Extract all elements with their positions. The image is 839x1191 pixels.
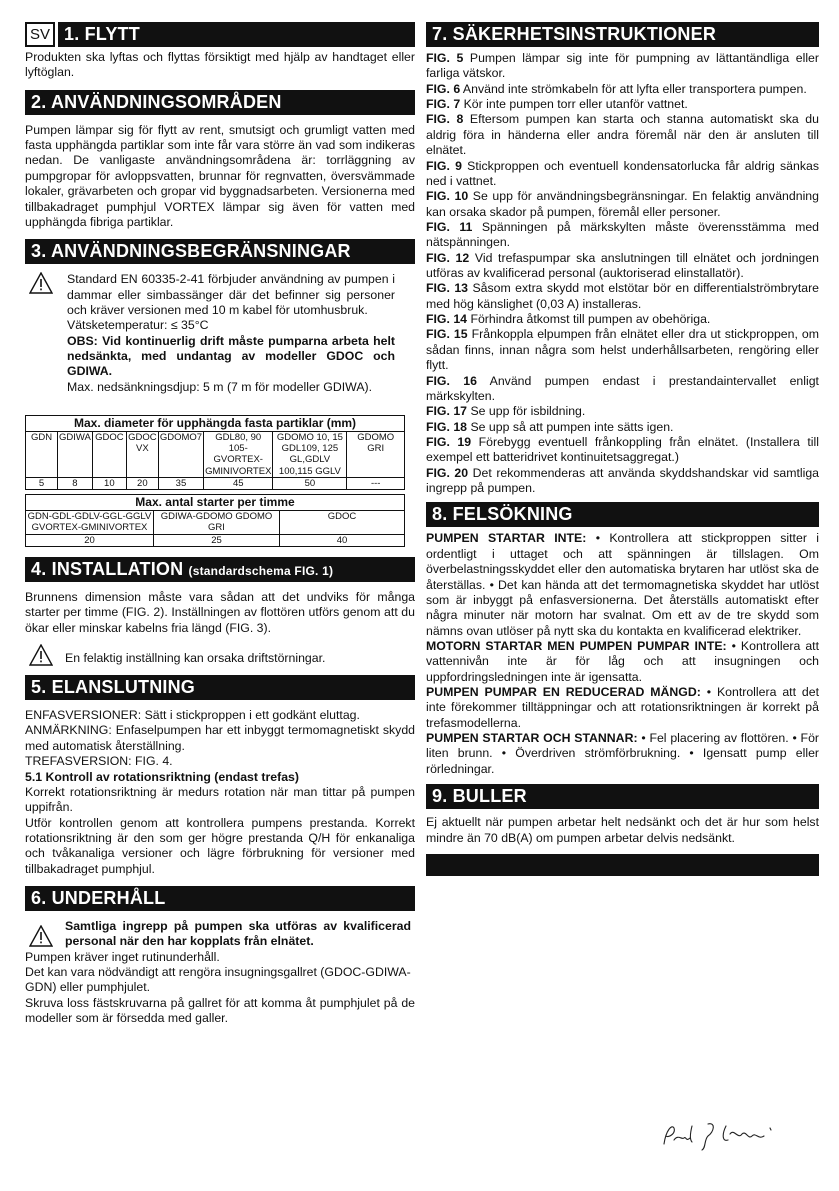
safety-list xyxy=(426,51,819,496)
table-row xyxy=(26,431,405,478)
section-5-line-2: ANMÄRKNING: Enfaselpumpen har ett inbyggt termomagnetiskt skydd med automatisk återställning. xyxy=(25,723,415,753)
table-row xyxy=(26,510,405,534)
section-2-title: 2. ANVÄNDNINGSOMRÅDEN xyxy=(25,90,415,115)
table-cell: 50 xyxy=(273,478,347,490)
section-4-warning-text: En felaktig inställning kan orsaka driftstörningar. xyxy=(65,650,326,665)
particle-diameter-table xyxy=(25,415,405,490)
table-header-cell: GDOC xyxy=(280,510,405,534)
section-3-title: 3. ANVÄNDNINGSBEGRÄNSNINGAR xyxy=(25,239,415,264)
language-badge: SV xyxy=(25,22,55,47)
section-5-line-1: ENFASVERSIONER: Sätt i stickproppen i ett godkänt eluttag. xyxy=(25,708,360,723)
list-item: MOTORN STARTAR MEN PUMPEN PUMPAR INTE: • Kontrollera att vattennivån inte är för låg och att insugningen och uppfordringsledningen inte är igensatta. xyxy=(426,638,820,684)
list-item: FIG. 5 Pumpen lämpar sig inte för pumpning av lättantändliga eller farliga vätskor. xyxy=(426,51,819,81)
section-3-obs: OBS: Vid kontinuerlig drift måste pumparna arbeta helt nedsänkta, med undantag av modeller GDOC och GDIWA. xyxy=(67,333,395,379)
section-6-line-3: Skruva loss fästskruvarna på gallret för att komma åt pumphjulet på de modeller som är försedda med galler. xyxy=(25,995,415,1026)
list-item: FIG. 8 Eftersom pumpen kan starta och stanna automatiskt ska du aldrig föra in händerna eller andra föremål när den är ansluten till elnätet. xyxy=(426,112,819,158)
table-cell: 10 xyxy=(92,478,126,490)
list-item: FIG. 7 Kör inte pumpen torr eller utanför vattnet. xyxy=(426,97,688,112)
section-5-title: 5. ELANSLUTNING xyxy=(25,675,415,700)
section-4-title xyxy=(25,557,415,582)
section-7-title: 7. SÄKERHETSINSTRUKTIONER xyxy=(426,22,819,47)
list-item: FIG. 13 Såsom extra skydd mot elstötar bör en differentialströmbrytare med hög känslighet (0,03 A) installeras. xyxy=(426,281,820,311)
table-header-cell: GDOMO7 xyxy=(158,431,203,478)
section-3-temperature: Vätsketemperatur: ≤ 35°C xyxy=(67,318,209,333)
table-cell: 8 xyxy=(58,478,93,490)
particle-table-title: Max. diameter för upphängda fasta partiklar (mm) xyxy=(26,416,405,431)
section-3-warning-text: Standard EN 60335-2-41 förbjuder användning av pumpen i dammar eller simbassänger där det befinner sig personer och kräver versionen med 10 m kabel för utomhusbruk. xyxy=(67,272,395,317)
list-item: FIG. 18 Se upp så att pumpen inte sätts igen. xyxy=(426,419,674,434)
table-cell: 40 xyxy=(280,534,405,546)
table-header-cell: GDL80, 90 105- GVORTEX- GMINIVORTEX xyxy=(205,431,272,477)
section-1-text: Produkten ska lyftas och flyttas försiktigt med hjälp av handtaget eller lyftöglan. xyxy=(25,50,415,80)
table-cell: 20 xyxy=(126,478,158,490)
table-cell: --- xyxy=(347,478,405,490)
section-9-text: Ej aktuellt när pumpen arbetar helt nedsänkt och det är hur som helst mindre än 70 dB(A) om pumpen arbetar delvis nedsänkt. xyxy=(426,815,819,845)
section-6-title: 6. UNDERHÅLL xyxy=(25,886,415,911)
table-row xyxy=(26,534,405,546)
section-5-subheading: 5.1 Kontroll av rotationsriktning (endast trefas) xyxy=(25,769,299,784)
table-cell: 35 xyxy=(158,478,203,490)
left-column xyxy=(25,22,415,1027)
section-5-line-4: Korrekt rotationsriktning är medurs rotation när man tittar på pumpen uppifrån. xyxy=(25,784,415,815)
table-cell: 25 xyxy=(154,534,280,546)
section-4-title-text: 4. INSTALLATION xyxy=(31,559,184,580)
list-item: PUMPEN STARTAR INTE: • Kontrollera att stickproppen sitter i ordentligt i uttaget och att spänningen är tillslagen. Om överbelastningsskyddet eller den automatiska brytaren har utlöst ska de återställas. • Det kan hända att det termomagnetiska skyddet har utlöst som är inbyggt på enfasversionerna. Det återställs automatiskt efter några minuter när motorn har svalnat. Om ett av de tre skydd som nämns ovan utlöser på nytt ska du kontakta en kvalificerad elektriker. xyxy=(426,531,819,638)
table-cell: 45 xyxy=(204,478,273,490)
section-1-title: 1. FLYTT xyxy=(58,22,415,47)
list-item: FIG. 6 Använd inte strömkabeln för att lyfta eller transportera pumpen. xyxy=(426,81,807,96)
table-header-cell: GDOC VX xyxy=(126,431,158,478)
list-item: FIG. 14 Förhindra åtkomst till pumpen av obehöriga. xyxy=(426,312,711,327)
section-4-warning xyxy=(25,644,415,666)
warning-icon xyxy=(29,925,53,947)
right-column xyxy=(426,22,819,876)
list-item: FIG. 10 Se upp för användningsbegränsningar. En felaktig användning kan orsaka skador på pumpen, föremål eller personer. xyxy=(426,189,819,219)
list-item: FIG. 16 Använd pumpen endast i prestandaintervallet enligt märkskylten. xyxy=(426,373,819,403)
table-header-cell: GDOMO 10, 15 GDL109, 125 GL,GDLV 100,115 GGLV xyxy=(273,431,347,478)
section-8-title: 8. FELSÖKNING xyxy=(426,502,819,527)
list-item: PUMPEN PUMPAR EN REDUCERAD MÄNGD: • Kontrollera att det inte förekommer tilltäppningar och att rotationsriktningen är korrekt på trefasmodellerna. xyxy=(426,685,819,730)
section-4-subtitle: (standardschema FIG. 1) xyxy=(188,564,334,579)
list-item: FIG. 20 Det rekommenderas att använda skyddshandskar vid samtliga ingrepp på pumpen. xyxy=(426,465,820,496)
list-item: FIG. 12 Vid trefaspumpar ska anslutningen till elnätet och jordningen utföras av kvalificerad personal (auktoriserad elinstallatör). xyxy=(426,250,819,281)
warning-icon xyxy=(29,272,53,294)
list-item: PUMPEN STARTAR OCH STANNAR: • Fel placering av flottören. • För liten brunn. • Överdriven strömförbrukning. • Igensatt pump eller rörledningar. xyxy=(426,731,819,776)
list-item: FIG. 17 Se upp för isbildning. xyxy=(426,404,586,419)
table-header-cell: GDN xyxy=(26,431,58,478)
table-header-cell: GDIWA-GDOMO GDOMO GRI xyxy=(154,510,280,534)
table-header-cell: GDN-GDL-GDLV-GGL-GGLV GVORTEX-GMINIVORTEX xyxy=(26,510,154,534)
table-header-cell: GDIWA xyxy=(58,431,93,478)
list-item: FIG. 15 Frånkoppla elpumpen från elnätet eller dra ut stickproppen, om sådan finns, innan några som helst underhållsarbeten, rengöring eller flytt. xyxy=(426,327,819,373)
signature xyxy=(660,1118,780,1152)
section-4-text: Brunnens dimension måste vara sådan att det undviks för många starter per timme (FIG. 2). Inställningen av flottören utförs genom att du ökar eller minskar kabelns fria längd (FIG. 3). xyxy=(25,590,415,635)
table-header-cell: GDOMO GRI xyxy=(347,431,405,478)
section-6-line-1: Pumpen kräver inget rutinunderhåll. xyxy=(25,949,220,964)
section-6-line-2: Det kan vara nödvändigt att rengöra insugningsgallret (GDOC-GDIWA-GDN) eller pumphjulet. xyxy=(25,965,411,995)
section-6-warning xyxy=(25,919,415,950)
table-header-cell: GDOC xyxy=(92,431,126,478)
warning-icon xyxy=(29,644,53,666)
section-9-title: 9. BULLER xyxy=(426,784,819,809)
section-5-line-5: Utför kontrollen genom att kontrollera pumpens prestanda. Korrekt rotationsriktning är den som ger högre prestanda Q/H för enkanaliga och tvåkanaliga versioner och lägre förbrukning för versioner med tillbakadraget pumphjul. xyxy=(25,815,415,876)
starts-per-hour-table xyxy=(25,494,405,547)
list-item: FIG. 11 Spänningen på märkskylten måste överensstämma med nätspänningen. xyxy=(426,219,820,250)
section-6-warning-text: Samtliga ingrepp på pumpen ska utföras av kvalificerad personal när den har kopplats från elnätet. xyxy=(65,919,411,949)
list-item: FIG. 9 Stickproppen och eventuell kondensatorlucka får aldrig sänkas ned i vattnet. xyxy=(426,158,819,188)
section-3-warning xyxy=(25,272,415,395)
section-3-depth: Max. nedsänkningsdjup: 5 m (7 m för modeller GDIWA). xyxy=(67,379,373,394)
blank-bar xyxy=(426,854,819,876)
section-2-text: Pumpen lämpar sig för flytt av rent, smutsigt och grumligt vatten med fasta upphängda partiklar som inte får vara större än vad som indikeras nedan. De vanligaste användningsområdena är: torrläggning av pumpgropar för avloppsvatten, brunnar för regnvatten, översvämmade lokaler, grävarbeten och gropar vid byggnadsarbeten. Versionerna med tillbakadraget pumphjul VORTEX lämpar sig även för vatten med upphängda fibriga partiklar. xyxy=(25,122,415,229)
troubleshooting-list xyxy=(426,531,819,777)
table-cell: 5 xyxy=(26,478,58,490)
starts-table-title: Max. antal starter per timme xyxy=(26,495,405,510)
table-row xyxy=(26,478,405,490)
table-cell: 20 xyxy=(26,534,154,546)
section-1-header xyxy=(25,22,415,47)
list-item: FIG. 19 Förebygg eventuell frånkoppling från elnätet. (Installera till exempel ett batteridrivet kontinuitetsaggregat.) xyxy=(426,434,819,465)
section-5-line-3: TREFASVERSION: FIG. 4. xyxy=(25,754,173,769)
